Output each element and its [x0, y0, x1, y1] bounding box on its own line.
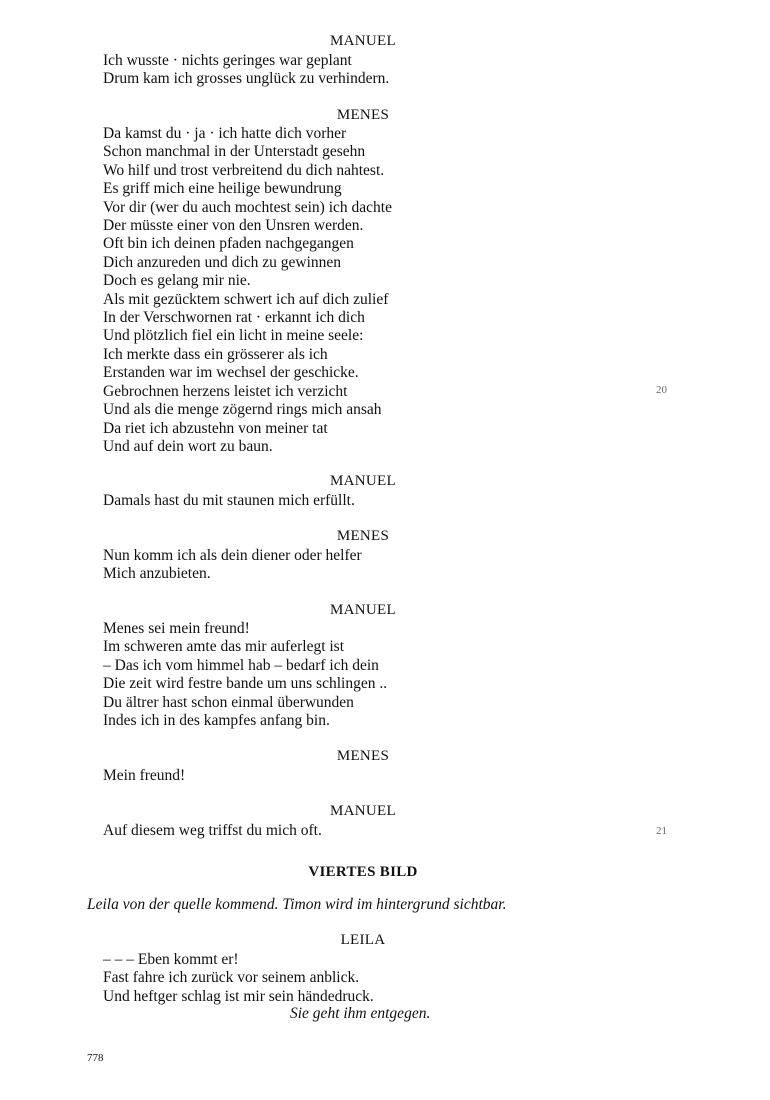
verse-block	[103, 822, 643, 840]
verse-line: In der Verschwornen rat · erkannt ich dich	[103, 309, 365, 327]
verse-line: Es griff mich eine heilige bewundrung	[103, 180, 342, 198]
verse-line: Mich anzubieten.	[103, 565, 211, 583]
verse-line: Und auf dein wort zu baun.	[103, 437, 273, 455]
verse-line: Der müsste einer von den Unsren werden.	[103, 217, 364, 235]
line-number: 21	[656, 825, 667, 837]
verse-line: Gebrochnen herzens leistet ich verzicht	[103, 382, 348, 400]
verse-line: Wo hilf und trost verbreitend du dich nahtest.	[103, 161, 385, 179]
verse-line: Indes ich in des kampfes anfang bin.	[103, 712, 330, 730]
speaker-label: MENES	[336, 107, 390, 123]
verse-block	[103, 52, 643, 89]
verse-block	[103, 951, 643, 1006]
verse-block	[103, 125, 643, 456]
verse-line: Fast fahre ich zurück vor seinem anblick.	[103, 969, 360, 987]
verse-line: Doch es gelang mir nie.	[103, 272, 251, 290]
verse-line: Vor dir (wer du auch mochtest sein) ich dachte	[103, 198, 392, 216]
verse-line: Ich wusste · nichts geringes war geplant	[103, 52, 352, 69]
verse-line: Im schweren amte das mir auferlegt ist	[103, 638, 345, 656]
speaker-label: MANUEL	[330, 803, 396, 819]
verse-line: Oft bin ich deinen pfaden nachgegangen	[103, 235, 354, 253]
section-heading: VIERTES BILD	[308, 864, 418, 880]
verse-line: Dich anzureden und dich zu gewinnen	[103, 253, 342, 271]
verse-line: Du ältrer hast schon einmal überwunden	[103, 693, 354, 711]
page-number: 778	[87, 1052, 104, 1064]
speaker-label: MENES	[336, 748, 390, 764]
verse-line: Auf diesem weg triffst du mich oft.	[103, 822, 322, 839]
verse-block	[103, 492, 643, 510]
verse-line: Da kamst du · ja · ich hatte dich vorher	[103, 125, 347, 142]
verse-block	[103, 547, 643, 584]
verse-block	[103, 767, 643, 785]
verse-line: Und heftger schlag ist mir sein händedruck.	[103, 987, 374, 1005]
line-number: 20	[656, 384, 667, 396]
speaker-label: MANUEL	[330, 473, 396, 489]
verse-line: Und plötzlich fiel ein licht in meine seele:	[103, 327, 364, 345]
verse-line: Erstanden war im wechsel der geschicke.	[103, 364, 359, 382]
verse-line: – Das ich vom himmel hab – bedarf ich dein	[103, 656, 379, 674]
verse-line: Menes sei mein freund!	[103, 620, 250, 637]
verse-line: Drum kam ich grosses unglück zu verhindern.	[103, 70, 390, 88]
verse-line: Schon manchmal in der Unterstadt gesehn	[103, 143, 366, 161]
verse-line: Die zeit wird festre bande um uns schlingen ..	[103, 675, 388, 693]
speaker-label: MANUEL	[330, 602, 396, 618]
verse-line: Als mit gezücktem schwert ich auf dich zulief	[103, 290, 389, 308]
verse-line: Da riet ich abzustehn von meiner tat	[103, 419, 328, 437]
verse-line: Damals hast du mit staunen mich erfüllt.	[103, 492, 355, 509]
speaker-label: MANUEL	[330, 33, 396, 49]
speaker-label: MENES	[336, 528, 390, 544]
stage-direction: Leila von der quelle kommend. Timon wird im hintergrund sichtbar.	[87, 896, 507, 913]
speaker-label: LEILA	[340, 932, 386, 948]
verse-line: – – – Eben kommt er!	[103, 951, 239, 968]
verse-line: Mein freund!	[103, 767, 186, 784]
verse-line: Ich merkte dass ein grösserer als ich	[103, 345, 328, 363]
stage-direction: Sie geht ihm entgegen.	[290, 1005, 431, 1022]
verse-line: Und als die menge zögernd rings mich ansah	[103, 401, 382, 419]
verse-block	[103, 620, 643, 730]
verse-line: Nun komm ich als dein diener oder helfer	[103, 547, 362, 564]
